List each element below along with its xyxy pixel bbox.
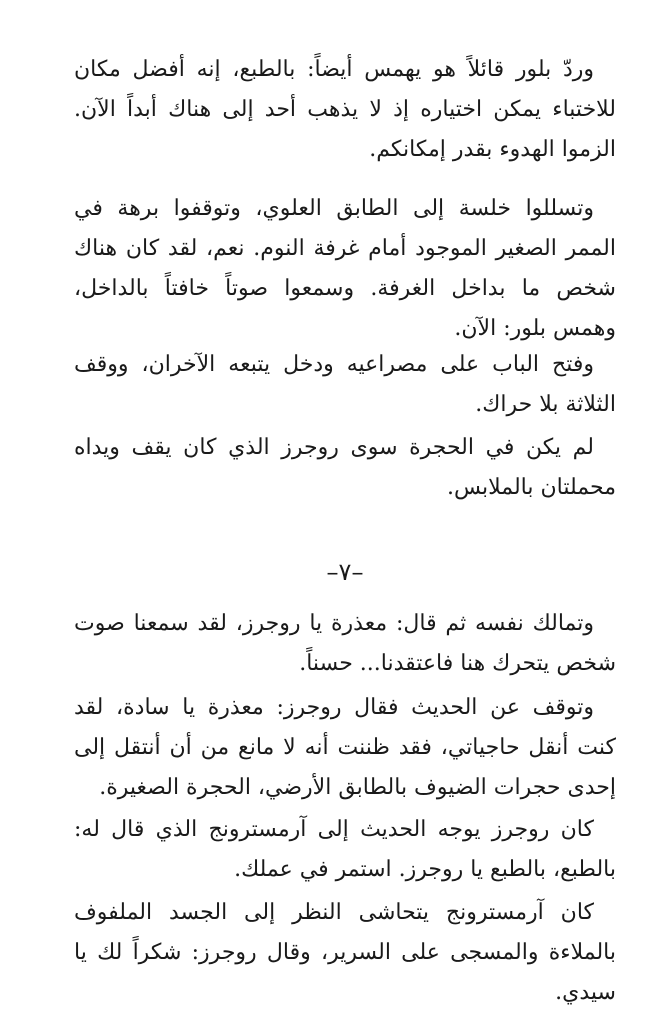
paragraph: كان آرمسترونج يتحاشى النظر إلى الجسد الملفوف بالملاءة والمسجى على السرير، وقال روجرز: شكراً لك يا سيدي. <box>74 900 616 1005</box>
paragraph: لم يكن في الحجرة سوى روجرز الذي كان يقف ويداه محملتان بالملابس. <box>74 435 616 500</box>
paragraph: وتمالك نفسه ثم قال: معذرة يا روجرز، لقد سمعنا صوت شخص يتحرك هنا فاعتقدنا... حسناً. <box>74 611 616 676</box>
chapter-number: –٧– <box>326 558 364 586</box>
book-page <box>74 0 616 1005</box>
paragraph: كان روجرز يوجه الحديث إلى آرمسترونج الذي قال له: بالطبع، بالطبع يا روجرز. استمر في عملك. <box>74 817 616 882</box>
paragraph: وتسللوا خلسة إلى الطابق العلوي، وتوقفوا برهة في الممر الصغير الموجود أمام غرفة النوم. نعم، لقد كان هناك شخص ما بداخل الغرفة. وسمعوا صوتاً خافتاً بالداخل، وهمس بلور: الآن. <box>74 196 616 341</box>
paragraph: وردّ بلور قائلاً هو يهمس أيضاً: بالطبع، إنه أفضل مكان للاختباء يمكن اختياره إذ لا يذهب أحد إلى هناك أبداً الآن. الزموا الهدوء بقدر إمكانكم. <box>74 57 616 162</box>
paragraph: وتوقف عن الحديث فقال روجرز: معذرة يا سادة، لقد كنت أنقل حاجياتي، فقد ظننت أنه لا مانع من أن أنتقل إلى إحدى حجرات الضيوف بالطابق الأرضي، الحجرة الصغيرة. <box>74 695 616 800</box>
paragraph: وفتح الباب على مصراعيه ودخل يتبعه الآخران، ووقف الثلاثة بلا حراك. <box>74 352 616 417</box>
